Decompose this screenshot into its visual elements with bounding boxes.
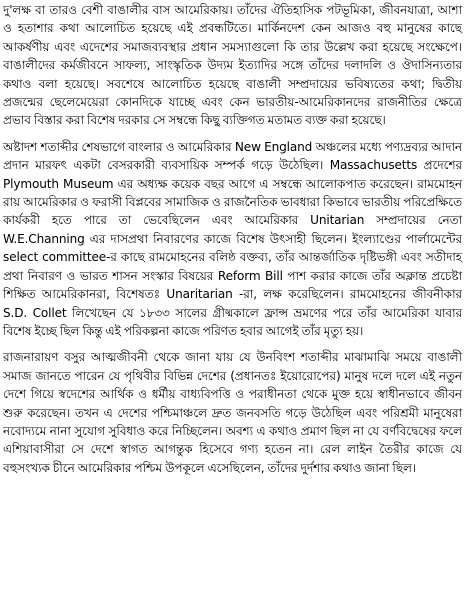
paragraph-summary: দু'লক্ষ বা তারও বেশী বাঙালীর বাস আমেরিকায়। তাঁদের ঐতিহাসিক পটভূমিকা, জীবনযাত্রা, আশা ও হতাশার কথা আলোচিত হয়েছে এই প্রবন্ধটিতে। মার্কিনদেশ কেন আজও বহু মানুষের কাছে আকর্ষণীয় এবং এদেশের সমাজব্যবস্থার প্রধান সমস্যাগুলো কি তার উল্লেখ করা হয়েছে সংক্ষেপে। বাঙালীদের কর্মজীবনে সাফল্য, সাংস্কৃতিক উদ্যম ইত্যাদির সঙ্গে তাঁদের দলাদলি ও ঔদাসিন্যতার কথাও বলা হয়েছে। সবশেষে আলোচিত হয়েছে বাঙালী সম্প্রদায়ের ভবিষ্যতের কথা; দ্বিতীয় প্রজন্মের ছেলেমেয়েরা কোনদিকে যাচ্ছে এবং কেন ভারতীয়-আমেরিকানদের রাজনীতির ক্ষেত্রে প্রভাব বিস্তার করা বিশেষ দরকার সে সম্বন্ধে কিছু ব্যক্তিগত মতামত ব্যক্ত করা হয়েছে।: [3, 3, 462, 128]
paragraph-nineteenth-century: রাজনারায়ণ বসুর আত্মজীবনী থেকে জানা যায় যে উনবিংশ শতাব্দীর মাঝামাঝি সময়ে বাঙালী সমাজ জানতে পারেন যে পৃথিবীর বিভিন্ন দেশের (প্রধানতঃ ইয়োরোপের) মানুষ দলে দলে এই নতুন দেশে গিয়ে স্বদেশের আর্থিক ও ধর্মীয় বাধ্যবিপত্তি ও পরাধীনতা থেকে মুক্ত হয়ে স্বাধীনভাবে জীবন শুরু করেছেন। তখন এ দেশের পশ্চিমাঞ্চলে দ্রুত জনবসতি গড়ে উঠেছিল এবং পরিশ্রমী মানুষেরা নবোদ্যমে নানা সুযোগ সুবিধাও করে নিচ্ছিলেন। অবশ্য এ কথাও প্রমাণ ছিল না যে বর্ণবিদ্বেষের ফলে এশিয়াবাসীরা সে দেশে স্বাগত আগন্তুক হিসেবে গণ্য হতেন না। রেল লাইন তৈরীর কাজে যে বহুসংখ্যক চীনে আমেরিকার পশ্চিম উপকূলে এসেছিলেন, তাঁদের দুর্দশার কথাও জানা ছিল।: [3, 350, 462, 475]
paragraph-history: অষ্টাদশ শতাব্দীর শেষভাগে বাংলার ও আমেরিকার New England অঞ্চলের মধ্যে পণ্যদ্রব্যর আদান প্রদান মারফৎ একটা বেসরকারী ব্যবসায়িক সম্পর্ক গড়ে উঠেছিল। Massachusetts প্রদেশের Plymouth Museum এর অধ্যক্ষ কয়েক বছর আগে এ সম্বন্ধে আলোকপাত করেছেন। রামমোহন রায় আমেরিকার ও ফরাসী বিপ্লবের সামাজিক ও রাজনৈতিক ভাবধারা কিভাবে ভারতীয় পরিপ্রেক্ষিতে কার্যকরী হতে পারে তা ভেবেছিলেন এবং আমেরিকার Unitarian সম্প্রদায়ের নেতা W.E.Channing এর দাসপ্রথা নিবারণের কাজে বিশেষ উৎসাহী ছিলেন। ইংল্যাণ্ডের পার্লামেন্টের select committee-র কাছে রামমোহনের বলিষ্ঠ বক্তব্য, তাঁর আন্তর্জাতিক দৃষ্টিভঙ্গী এবং সতীদাহ প্রথা নিবারণ ও ভারত শাসন সংস্কার বিষয়ের Reform Bill পাশ করার কাজে তাঁর অক্লান্ত প্রচেষ্টা শিক্ষিত আমেরিকানরা, বিশেষতঃ Unaritarian -রা, লক্ষ করেছিলেন। রামমোহনের জীবনীকার S.D. Collet লিখেছেন যে ১৮৩৩ সালের গ্রীষ্মকালে ফ্রান্স ভ্রমণের পরে তাঁর আমেরিকা যাবার বিশেষ ইচ্ছে ছিল কিন্তু এই পরিকল্পনা কাজে পরিণত হবার আগেই তাঁর মৃত্যু হয়।: [3, 139, 462, 338]
